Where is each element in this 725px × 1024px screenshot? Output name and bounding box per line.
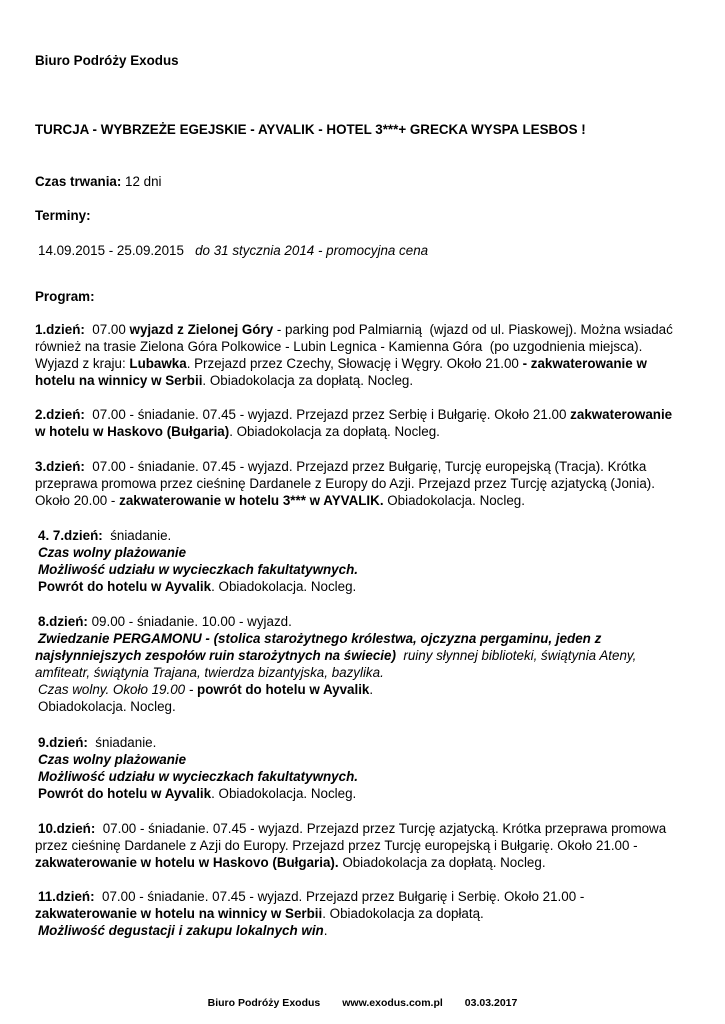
footer-website: www.exodus.com.pl — [342, 997, 443, 1009]
page-footer — [0, 997, 725, 1009]
program-label: Program: — [35, 289, 95, 304]
duration: Czas trwania: 12 dni — [35, 174, 162, 189]
agency-header: Biuro Podróży Exodus — [35, 53, 179, 68]
terms-label: Terminy: — [35, 208, 91, 223]
terms-dates: 14.09.2015 - 25.09.2015 do 31 stycznia 2014 - promocyjna cena — [38, 243, 429, 258]
footer-agency: Biuro Podróży Exodus — [207, 997, 321, 1009]
footer-date: 03.03.2017 — [464, 997, 518, 1009]
offer-title: TURCJA - WYBRZEŻE EGEJSKIE - AYVALIK - HOTEL 3***+ GRECKA WYSPA LESBOS ! — [35, 122, 586, 137]
